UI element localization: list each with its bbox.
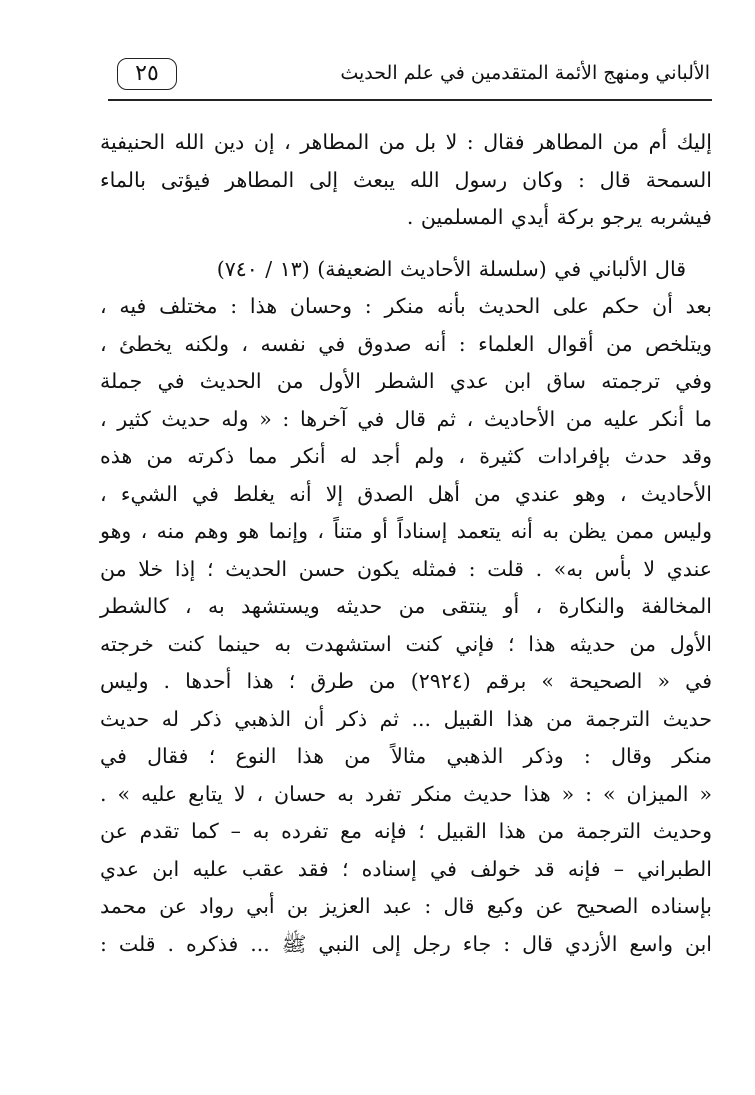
body-text (100, 124, 712, 963)
text-line: حديث الترجمة من هذا القبيل ... ثم ذكر أن الذهبي ذكر له حديث (100, 706, 712, 731)
text-line: وفي ترجمته ساق ابن عدي الشطر الأول من الحديث في جملة (100, 369, 712, 393)
text-line: بعد أن حكم على الحديث بأنه منكر : وحسان هذا : مختلف فيه ، (100, 294, 712, 318)
paragraph-gap (100, 237, 712, 251)
text-line: الأحاديث ، وهو عندي من أهل الصدق إلا أنه يغلط في الشيء ، (100, 481, 712, 506)
page-header (100, 52, 712, 100)
header-rule (108, 99, 712, 101)
paragraph-1 (100, 124, 712, 237)
page-number: ٢٥ (117, 58, 177, 90)
text-line: الأول من حديثه هذا ؛ فإني كنت استشهدت به حينما كنت خرجته (100, 631, 712, 656)
text-line: ويتلخص من أقوال العلماء : أنه صدوق في نفسه ، ولكنه يخطئ ، (100, 331, 712, 356)
text-line: الطبراني – فإنه قد خولف في إسناده ؛ فقد عقب عليه ابن عدي (100, 856, 712, 881)
text-line: إليك أم من المطاهر فقال : لا بل من المطاهر ، إن دين الله الحنيفية (100, 130, 712, 154)
text-line: « الميزان » : « هذا حديث منكر تفرد به حسان ، لا يتابع عليه » . (100, 781, 712, 806)
text-line: السمحة قال : وكان رسول الله يبعث إلى المطاهر فيؤتى بالماء (100, 167, 712, 192)
paragraph-2 (100, 251, 712, 964)
text-line: المخالفة والنكارة ، أو ينتقى من حديثه ويستشهد به ، كالشطر (100, 594, 712, 618)
text-line: منكر وقال : وذكر الذهبي مثالاً من هذا النوع ؛ فقال في (100, 744, 712, 768)
text-line: عندي لا بأس به» . قلت : فمثله يكون حسن الحديث ؛ إذا خلا من (100, 556, 712, 581)
text-line: وقد حدث بإفرادات كثيرة ، ولم أجد له أنكر مما ذكرته من هذه (100, 444, 712, 468)
text-line: وليس ممن يظن به أنه يتعمد إسناداً أو متناً ، وإنما هو وهم منه ، وهو (100, 519, 712, 543)
text-line: وحديث الترجمة من هذا القبيل ؛ فإنه مع تفرده به – كما تقدم عن (100, 819, 712, 843)
text-line: فيشربه يرجو بركة أيدي المسلمين . (406, 205, 712, 229)
running-title: الألباني ومنهج الأئمة المتقدمين في علم الحديث (340, 62, 710, 84)
text-line: بإسناده الصحيح عن وكيع قال : عبد العزيز بن أبي رواد عن محمد (100, 894, 712, 918)
text-line: قال الألباني في (سلسلة الأحاديث الضعيفة) (١٣ / ٧٤٠) (216, 256, 686, 281)
text-line: ابن واسع الأزدي قال : جاء رجل إلى النبي ﷺ ... فذكره . قلت : (100, 931, 712, 956)
text-line: في « الصحيحة » برقم (٢٩٢٤) من طرق ؛ هذا أحدها . وليس (100, 669, 712, 693)
text-line: ما أنكر عليه من الأحاديث ، ثم قال في آخرها : « وله حديث كثير ، (100, 406, 712, 431)
